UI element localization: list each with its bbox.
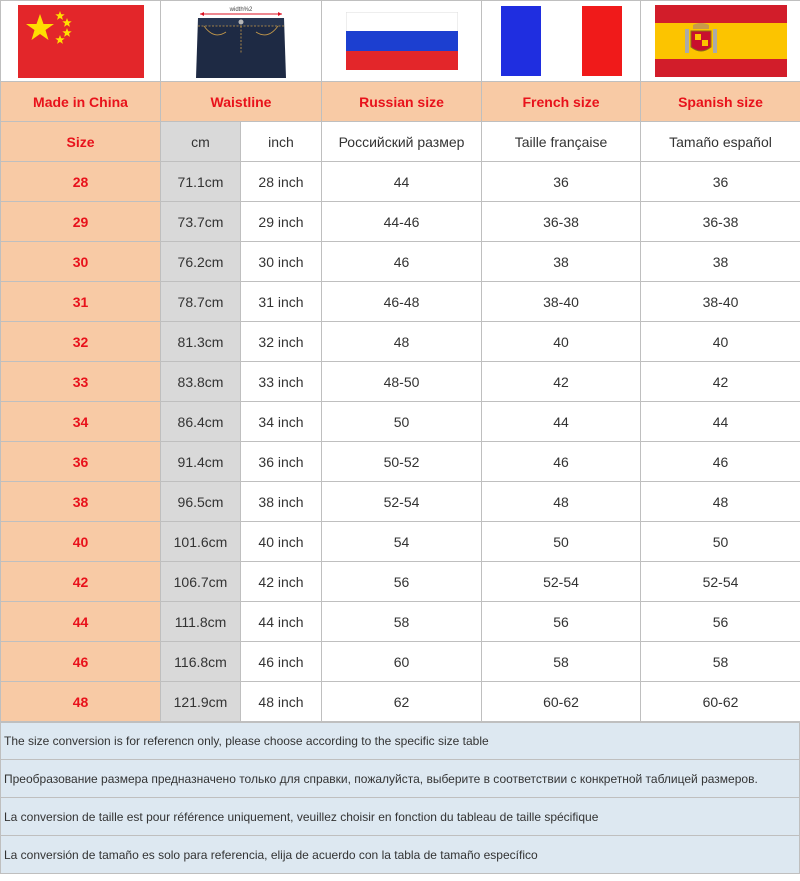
cm-cell: 111.8cm: [161, 602, 241, 642]
cm-cell: 91.4cm: [161, 442, 241, 482]
header-made-in-china: Made in China: [1, 82, 161, 122]
inch-cell: 46 inch: [241, 642, 322, 682]
size-cell: 40: [1, 522, 161, 562]
russian-size-cell: 52-54: [322, 482, 482, 522]
subheader-french: Taille française: [482, 122, 641, 162]
spanish-size-cell: 42: [641, 362, 800, 402]
french-size-cell: 52-54: [482, 562, 641, 602]
table-row: [1, 162, 800, 202]
inch-cell: 36 inch: [241, 442, 322, 482]
size-cell: 34: [1, 402, 161, 442]
size-cell: 44: [1, 602, 161, 642]
russian-size-cell: 50-52: [322, 442, 482, 482]
size-cell: 31: [1, 282, 161, 322]
french-size-cell: 56: [482, 602, 641, 642]
size-cell: 32: [1, 322, 161, 362]
size-cell: 46: [1, 642, 161, 682]
russian-size-cell: 48: [322, 322, 482, 362]
russian-size-cell: 50: [322, 402, 482, 442]
china-flag-cell: [1, 1, 161, 82]
inch-cell: 28 inch: [241, 162, 322, 202]
size-cell: 30: [1, 242, 161, 282]
inch-cell: 40 inch: [241, 522, 322, 562]
cm-cell: 76.2cm: [161, 242, 241, 282]
french-size-cell: 58: [482, 642, 641, 682]
spanish-size-cell: 46: [641, 442, 800, 482]
spain-flag-icon: [655, 5, 787, 77]
note-spanish: La conversión de tamaño es solo para referencia, elija de acuerdo con la tabla de tamaño específico: [0, 836, 800, 874]
cm-cell: 73.7cm: [161, 202, 241, 242]
size-cell: 33: [1, 362, 161, 402]
cm-cell: 71.1cm: [161, 162, 241, 202]
russian-size-cell: 46-48: [322, 282, 482, 322]
spanish-size-cell: 48: [641, 482, 800, 522]
table-row: [1, 562, 800, 602]
russian-size-cell: 62: [322, 682, 482, 722]
french-size-cell: 38-40: [482, 282, 641, 322]
russian-size-cell: 46: [322, 242, 482, 282]
size-cell: 28: [1, 162, 161, 202]
spanish-size-cell: 44: [641, 402, 800, 442]
spanish-size-cell: 56: [641, 602, 800, 642]
note-russian: Преобразование размера предназначено только для справки, пожалуйста, выберите в соответствии с конкретной таблицей размеров.: [0, 760, 800, 798]
inch-cell: 34 inch: [241, 402, 322, 442]
inch-cell: 29 inch: [241, 202, 322, 242]
jeans-width-label: width%2: [229, 7, 253, 13]
french-size-cell: 42: [482, 362, 641, 402]
spanish-size-cell: 40: [641, 322, 800, 362]
russian-size-cell: 44: [322, 162, 482, 202]
russian-size-cell: 58: [322, 602, 482, 642]
header-row: [1, 82, 800, 122]
size-rows: [1, 162, 800, 722]
subheader-russian: Российский размер: [322, 122, 482, 162]
french-size-cell: 46: [482, 442, 641, 482]
french-size-cell: 40: [482, 322, 641, 362]
spanish-size-cell: 38: [641, 242, 800, 282]
inch-cell: 48 inch: [241, 682, 322, 722]
spanish-size-cell: 60-62: [641, 682, 800, 722]
note-french: La conversion de taille est pour référence uniquement, veuillez choisir en fonction du tableau de taille spécifique: [0, 798, 800, 836]
table-row: [1, 522, 800, 562]
table-row: [1, 482, 800, 522]
cm-cell: 78.7cm: [161, 282, 241, 322]
french-size-cell: 48: [482, 482, 641, 522]
cm-cell: 101.6cm: [161, 522, 241, 562]
french-size-cell: 60-62: [482, 682, 641, 722]
russian-size-cell: 56: [322, 562, 482, 602]
inch-cell: 38 inch: [241, 482, 322, 522]
france-flag-icon: [501, 6, 622, 76]
flag-row: [1, 1, 800, 82]
table-row: [1, 362, 800, 402]
spanish-size-cell: 50: [641, 522, 800, 562]
jeans-cell: [161, 1, 322, 82]
inch-cell: 32 inch: [241, 322, 322, 362]
spanish-size-cell: 58: [641, 642, 800, 682]
inch-cell: 42 inch: [241, 562, 322, 602]
header-waistline: Waistline: [161, 82, 322, 122]
cm-cell: 96.5cm: [161, 482, 241, 522]
table-row: [1, 642, 800, 682]
spanish-size-cell: 36-38: [641, 202, 800, 242]
inch-cell: 33 inch: [241, 362, 322, 402]
size-cell: 29: [1, 202, 161, 242]
french-size-cell: 36-38: [482, 202, 641, 242]
spanish-size-cell: 52-54: [641, 562, 800, 602]
header-russian-size: Russian size: [322, 82, 482, 122]
inch-cell: 30 inch: [241, 242, 322, 282]
table-row: [1, 402, 800, 442]
spain-flag-cell: [641, 1, 800, 82]
table-row: [1, 282, 800, 322]
french-size-cell: 44: [482, 402, 641, 442]
table-row: [1, 682, 800, 722]
subheader-inch: inch: [241, 122, 322, 162]
cm-cell: 81.3cm: [161, 322, 241, 362]
spanish-size-cell: 38-40: [641, 282, 800, 322]
cm-cell: 116.8cm: [161, 642, 241, 682]
table-row: [1, 442, 800, 482]
table-row: [1, 322, 800, 362]
china-flag-icon: [18, 5, 144, 78]
french-size-cell: 50: [482, 522, 641, 562]
table-row: [1, 202, 800, 242]
spanish-size-cell: 36: [641, 162, 800, 202]
french-size-cell: 36: [482, 162, 641, 202]
france-flag-cell: [482, 1, 641, 82]
russian-size-cell: 60: [322, 642, 482, 682]
subheader-row: [1, 122, 800, 162]
russian-size-cell: 54: [322, 522, 482, 562]
jeans-waist-icon: [178, 4, 304, 78]
russia-flag-cell: [322, 1, 482, 82]
cm-cell: 83.8cm: [161, 362, 241, 402]
size-cell: 38: [1, 482, 161, 522]
russian-size-cell: 48-50: [322, 362, 482, 402]
cm-cell: 86.4cm: [161, 402, 241, 442]
subheader-spanish: Tamaño español: [641, 122, 800, 162]
inch-cell: 44 inch: [241, 602, 322, 642]
cm-cell: 121.9cm: [161, 682, 241, 722]
french-size-cell: 38: [482, 242, 641, 282]
note-english: The size conversion is for referencn only, please choose according to the specific size table: [0, 722, 800, 760]
table-row: [1, 602, 800, 642]
subheader-size: Size: [1, 122, 161, 162]
russian-size-cell: 44-46: [322, 202, 482, 242]
inch-cell: 31 inch: [241, 282, 322, 322]
size-cell: 42: [1, 562, 161, 602]
header-spanish-size: Spanish size: [641, 82, 800, 122]
header-french-size: French size: [482, 82, 641, 122]
table-row: [1, 242, 800, 282]
notes-section: [0, 722, 800, 874]
subheader-cm: cm: [161, 122, 241, 162]
cm-cell: 106.7cm: [161, 562, 241, 602]
size-cell: 36: [1, 442, 161, 482]
size-cell: 48: [1, 682, 161, 722]
russia-flag-icon: [346, 12, 458, 70]
